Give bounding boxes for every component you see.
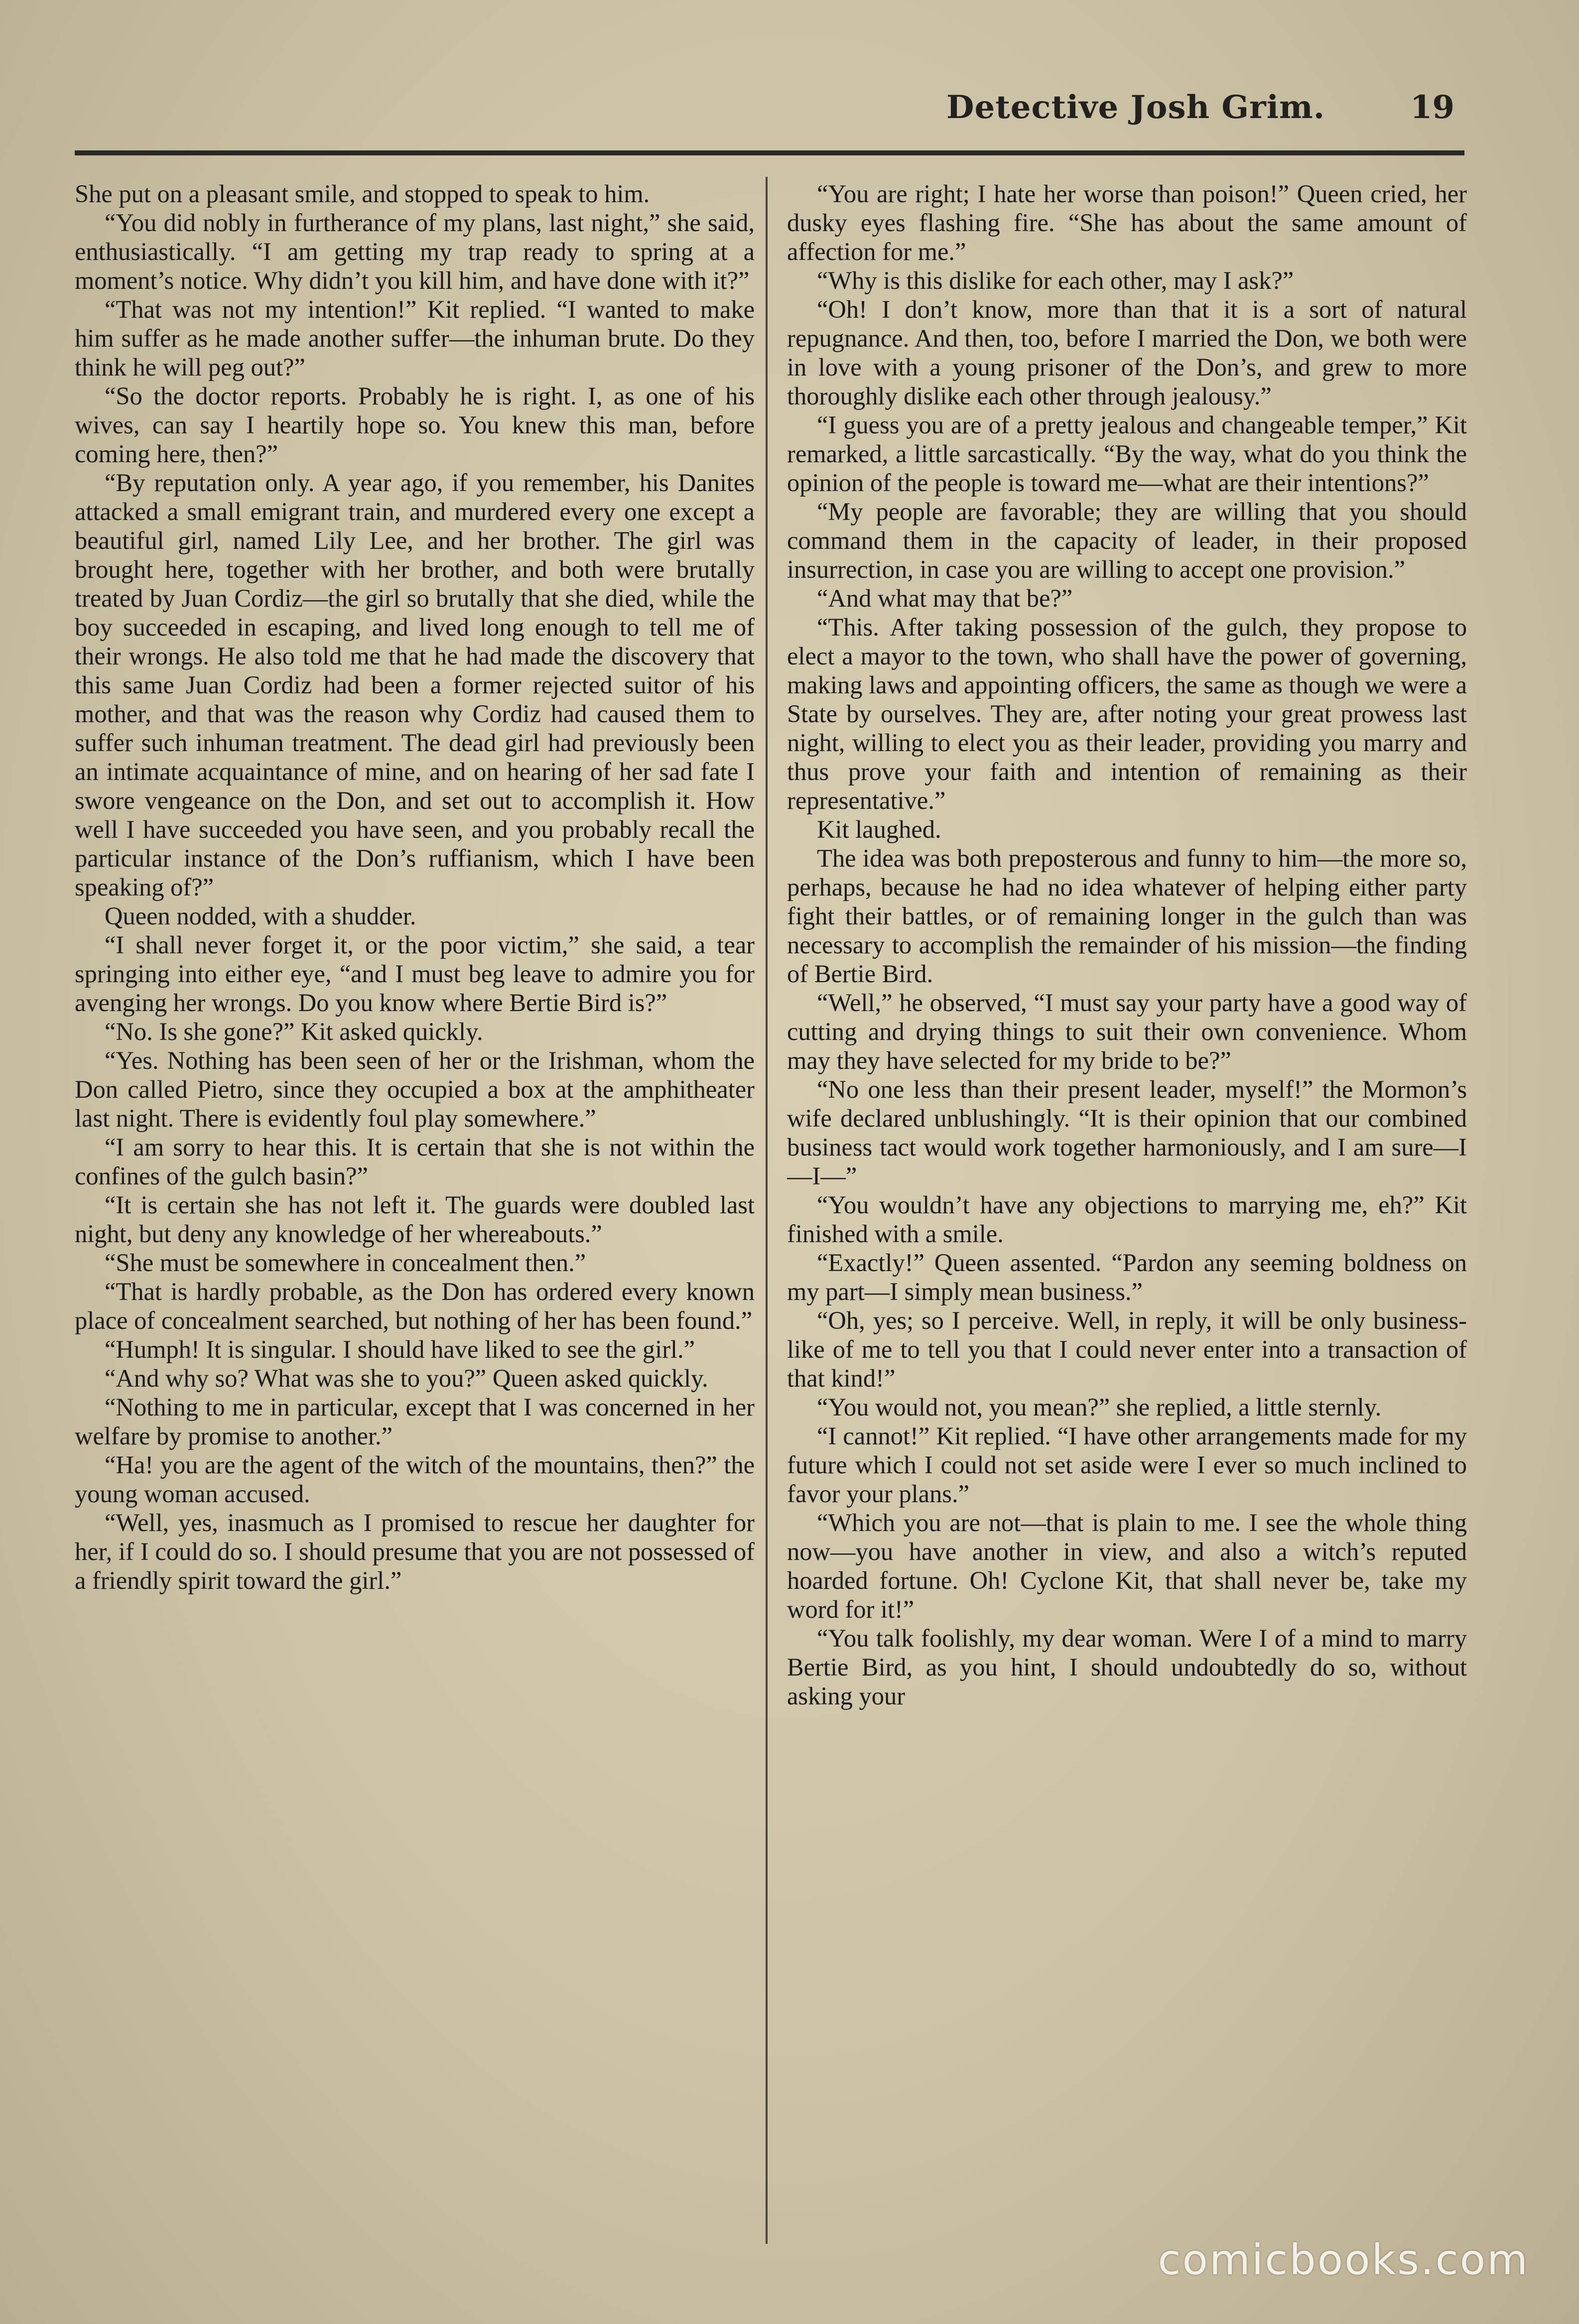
paragraph: “It is certain she has not left it. The guards were doubled last night, but deny any knowledge of her whereabouts.” <box>75 1191 755 1248</box>
paragraph: “You talk foolishly, my dear woman. Were I of a mind to marry Bertie Bird, as you hint, I should undoubtedly do so, without asking your <box>787 1624 1467 1710</box>
paragraph: “You would not, you mean?” she replied, a little sternly. <box>817 1393 1382 1421</box>
paragraph: “By reputation only. A year ago, if you remember, his Danites attacked a small emigrant train, and murdered every one except a beautiful girl, named Lily Lee, and her brother. The girl was brought here, together with her brother, and both were brutally treated by Juan Cordiz—the girl so brutally that she died, while the boy succeeded in escaping, and lived long enough to tell me of their wrongs. He also told me that he had made the discovery that this same Juan Cordiz had been a former rejected suitor of his mother, and that was the reason why Cordiz had caused them to suffer such inhuman treatment. The dead girl had previously been an intimate acquaintance of mine, and on hearing of her sad fate I swore vengeance on the Don, and set out to accomplish it. How well I have succeeded you have seen, and you probably recall the particular instance of the Don’s ruffianism, which I have been speaking of?” <box>75 469 755 901</box>
paragraph: “I guess you are of a pretty jealous and changeable temper,” Kit remarked, a little sarcastically. “By the way, what do you think the opinion of the people is toward me—what are their intentions?” <box>787 411 1467 497</box>
paragraph: “Why is this dislike for each other, may I ask?” <box>817 266 1294 294</box>
paragraph: “This. After taking possession of the gulch, they propose to elect a mayor to the town, who shall have the power of governing, making laws and appointing officers, the same as though we were a State by ourselves. They are, after noting your great prowess last night, willing to elect you as their leader, providing you marry and thus prove your faith and intention of remaining as their representative.” <box>787 613 1467 814</box>
paragraph: “You did nobly in furtherance of my plans, last night,” she said, enthusiastically. “I am getting my trap ready to spring at a moment’s notice. Why didn’t you kill him, and have done with it?” <box>75 209 755 294</box>
running-header <box>75 85 1464 144</box>
paragraph: “Exactly!” Queen assented. “Pardon any seeming boldness on my part—I simply mean business.” <box>787 1249 1467 1305</box>
header-rule <box>75 150 1464 155</box>
paragraph: “Which you are not—that is plain to me. I see the whole thing now—you have another in view, and also a witch’s reputed hoarded fortune. Oh! Cyclone Kit, that shall never be, take my word for it!” <box>787 1509 1467 1623</box>
running-title: Detective Josh Grim. <box>946 89 1325 126</box>
paragraph: “Nothing to me in particular, except that I was concerned in her welfare by promise to another.” <box>75 1393 755 1450</box>
paragraph: “No. Is she gone?” Kit asked quickly. <box>105 1018 483 1045</box>
paragraph: She put on a pleasant smile, and stopped to speak to him. <box>75 180 650 208</box>
paragraph: “Ha! you are the agent of the witch of the mountains, then?” the young woman accused. <box>75 1451 755 1508</box>
watermark: comicbooks.com <box>1158 2235 1529 2284</box>
paragraph: “She must be somewhere in concealment then.” <box>105 1249 586 1277</box>
paragraph: The idea was both preposterous and funny to him—the more so, perhaps, because he had no idea whatever of helping either party fight their battles, or of remaining longer in the gulch than was necessary to accomplish the remainder of his mission—the finding of Bertie Bird. <box>787 844 1467 988</box>
right-text-column <box>787 179 1467 2236</box>
paragraph: “Well,” he observed, “I must say your party have a good way of cutting and drying things to suit their own convenience. Whom may they have selected for my bride to be?” <box>787 989 1467 1074</box>
paragraph: “I am sorry to hear this. It is certain that she is not within the confines of the gulch basin?” <box>75 1133 755 1190</box>
column-divider <box>766 177 768 2244</box>
paragraph: “That is hardly probable, as the Don has ordered every known place of concealment searched, but nothing of her has been found.” <box>75 1278 755 1334</box>
paragraph: “So the doctor reports. Probably he is right. I, as one of his wives, can say I heartily hope so. You knew this man, before coming here, then?” <box>75 382 755 468</box>
paragraph: “Well, yes, inasmuch as I promised to rescue her daughter for her, if I could do so. I should presume that you are not possessed of a friendly spirit toward the girl.” <box>75 1509 755 1594</box>
left-text-column <box>75 179 755 2236</box>
paragraph: “No one less than their present leader, myself!” the Mormon’s wife declared unblushingly. “It is their opinion that our combined business tact would work together harmoniously, and I am sure—I—I—” <box>787 1075 1467 1190</box>
paragraph: “You are right; I hate her worse than poison!” Queen cried, her dusky eyes flashing fire. “She has about the same amount of affection for me.” <box>787 180 1467 265</box>
paragraph: “You wouldn’t have any objections to marrying me, eh?” Kit finished with a smile. <box>787 1191 1467 1248</box>
paragraph: Kit laughed. <box>817 815 941 843</box>
paragraph: “Yes. Nothing has been seen of her or the Irishman, whom the Don called Pietro, since they occupied a box at the amphitheater last night. There is evidently foul play somewhere.” <box>75 1046 755 1132</box>
paragraph: “My people are favorable; they are willing that you should command them in the capacity of leader, in their proposed insurrection, in case you are willing to accept one provision.” <box>787 498 1467 583</box>
paragraph: “I shall never forget it, or the poor victim,” she said, a tear springing into either eye, “and I must beg leave to admire you for avenging her wrongs. Do you know where Bertie Bird is?” <box>75 931 755 1017</box>
paragraph: “Humph! It is singular. I should have liked to see the girl.” <box>105 1335 695 1363</box>
paragraph: “Oh, yes; so I perceive. Well, in reply, it will be only business-like of me to tell you that I could never enter into a transaction of that kind!” <box>787 1306 1467 1392</box>
paragraph: “I cannot!” Kit replied. “I have other arrangements made for my future which I could not set aside were I ever so much inclined to favor your plans.” <box>787 1422 1467 1508</box>
paragraph: “That was not my intention!” Kit replied. “I wanted to make him suffer as he made another suffer—the inhuman brute. Do they think he will peg out?” <box>75 295 755 381</box>
paragraph: “And why so? What was she to you?” Queen asked quickly. <box>105 1364 708 1392</box>
paragraph: “And what may that be?” <box>817 584 1073 612</box>
page-number: 19 <box>1410 89 1454 126</box>
paragraph: Queen nodded, with a shudder. <box>105 902 416 930</box>
paragraph: “Oh! I don’t know, more than that it is a sort of natural repugnance. And then, too, before I married the Don, we both were in love with a young prisoner of the Don’s, and grew to more thoroughly dislike each other through jealousy.” <box>787 295 1467 410</box>
